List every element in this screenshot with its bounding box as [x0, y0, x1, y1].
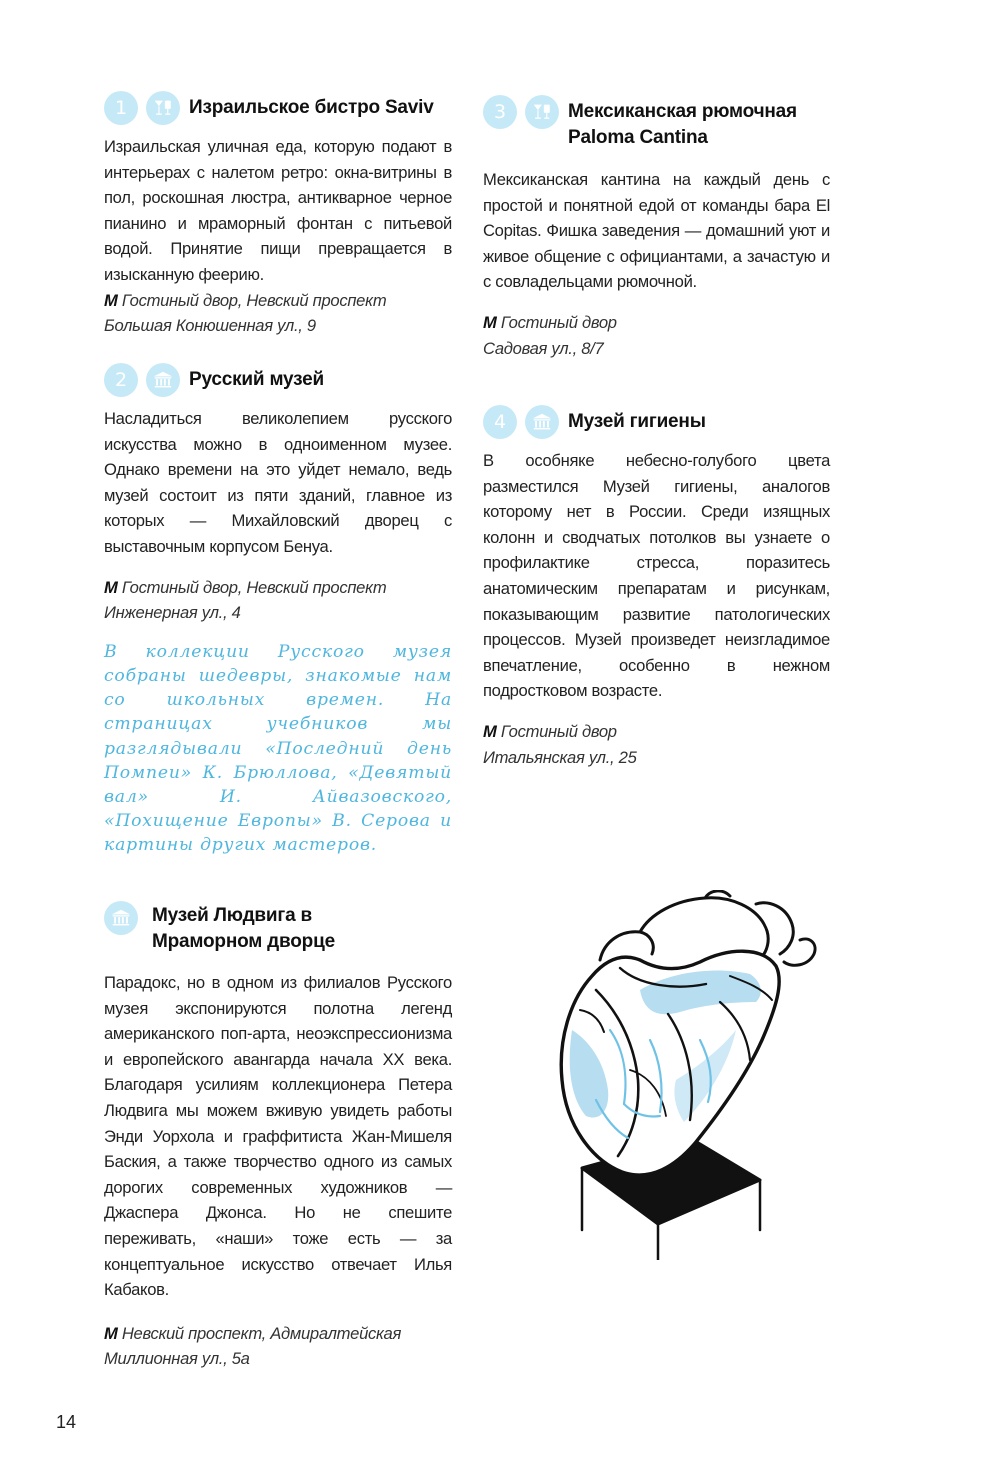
handwritten-note: В коллекции Русского музея собраны шедевры, знакомые нам со школьных времен. На страницах учебников мы разглядывали «Последний день Помпеи» К. Брюллова, «Девятый вал» И. Айвазовского, «Похищение Европы» В. Серова и картины других мастеров. [104, 641, 452, 856]
entry-metro [483, 719, 830, 745]
metro-stations: Гостиный двор, Невский проспект [121, 290, 387, 310]
entry-number-badge: 3 [483, 95, 517, 129]
metro-label: М [104, 577, 118, 597]
entry-title: Мексиканская рюмочная Paloma Cantina [568, 101, 797, 148]
metro-label: М [104, 290, 118, 310]
entry-metro [104, 575, 452, 601]
entry-header [104, 91, 452, 125]
metro-label: М [483, 721, 497, 741]
entry-ludwig-museum [104, 901, 452, 1372]
metro-stations: Невский проспект, Адмиралтейская [121, 1323, 402, 1343]
metro-stations: Гостиный двор, Невский проспект [121, 577, 387, 597]
cocktail-icon [146, 91, 180, 125]
entry-header [483, 405, 830, 439]
entry-description: Израильская уличная еда, которую подают в интерьерах с налетом ретро: окна-витрины в пол, роскошная люстра, антикварное черное пианино и мраморный фонтан с питьевой водой. Принятие пищи превращается в изысканную феерию. [104, 137, 452, 284]
metro-label: М [104, 1323, 118, 1343]
museum-icon [104, 901, 138, 935]
entry-address: Садовая ул., 8/7 [483, 338, 604, 358]
entry-header [104, 901, 452, 955]
museum-icon [146, 363, 180, 397]
metro-stations: Гостиный двор [500, 312, 617, 332]
entry-saviv [104, 91, 452, 339]
entry-hygiene-museum [483, 405, 830, 770]
entry-description: В особняке небесно-голубого цвета разместился Музей гигиены, аналогов которому нет в России. Среди изящных колонн и сводчатых потолков вы узнаете о профилактике стресса, поразитесь анатомическим препаратам и рисункам, показывающим развитие патологических процессов. Музей произведет неизгладимое впечатление, особенно в нежном подростковом возрасте. [483, 451, 830, 701]
entry-address: Миллионная ул., 5а [104, 1349, 250, 1369]
entry-metro [483, 310, 830, 336]
entry-address: Инженерная ул., 4 [104, 603, 241, 623]
entry-metro [104, 288, 452, 314]
metro-label: М [483, 312, 497, 332]
entry-address: Большая Конюшенная ул., 9 [104, 316, 316, 336]
entry-title: Израильское бистро Saviv [189, 97, 434, 118]
entry-description: Насладиться великолепием русского искусства можно в одноименном музее. Однако времени на это уйдет немало, ведь музей состоит из пяти зданий, главное из которых — Михайловский дворец с выставочным корпусом Бенуа. [104, 409, 452, 556]
page-number: 14 [56, 1412, 77, 1432]
entry-russian-museum [104, 363, 452, 858]
heart-sculpture-illustration [500, 890, 820, 1260]
entry-paloma-cantina [483, 95, 830, 361]
entry-header [483, 95, 830, 151]
metro-stations: Гостиный двор [500, 721, 617, 741]
entry-number-badge: 4 [483, 405, 517, 439]
entry-description: Парадокс, но в одном из филиалов Русского музея экспонируются полотна легенд американского поп-арта, неоэкспрессионизма и европейского авангарда начала XX века. Благодаря усилиям коллекционера Петера Людвига мы можем вживую увидеть работы Энди Уорхола и граффитиста Жан-Мишеля Баския, а также творчество одного из самых дорогих современных художников — Джаспера Джонса. Но не спешите переживать, «наши» тоже есть — за концептуальное искусство отвечает Илья Кабаков. [104, 973, 452, 1300]
entry-number-badge: 1 [104, 91, 138, 125]
entry-metro [104, 1321, 452, 1347]
entry-address: Итальянская ул., 25 [483, 747, 637, 767]
entry-header [104, 363, 452, 397]
entry-description: Мексиканская кантина на каждый день с простой и понятной едой от команды бара El Copitas. Фишка заведения — домашний уют и живое общение с официантами, а зачастую и с совладельцами рюмочной. [483, 170, 830, 292]
entry-title: Музей Людвига в Мраморном дворце [152, 905, 335, 952]
entry-title: Музей гигиены [568, 411, 706, 432]
cocktail-icon [525, 95, 559, 129]
entry-number-badge: 2 [104, 363, 138, 397]
museum-icon [525, 405, 559, 439]
entry-title: Русский музей [189, 369, 325, 390]
